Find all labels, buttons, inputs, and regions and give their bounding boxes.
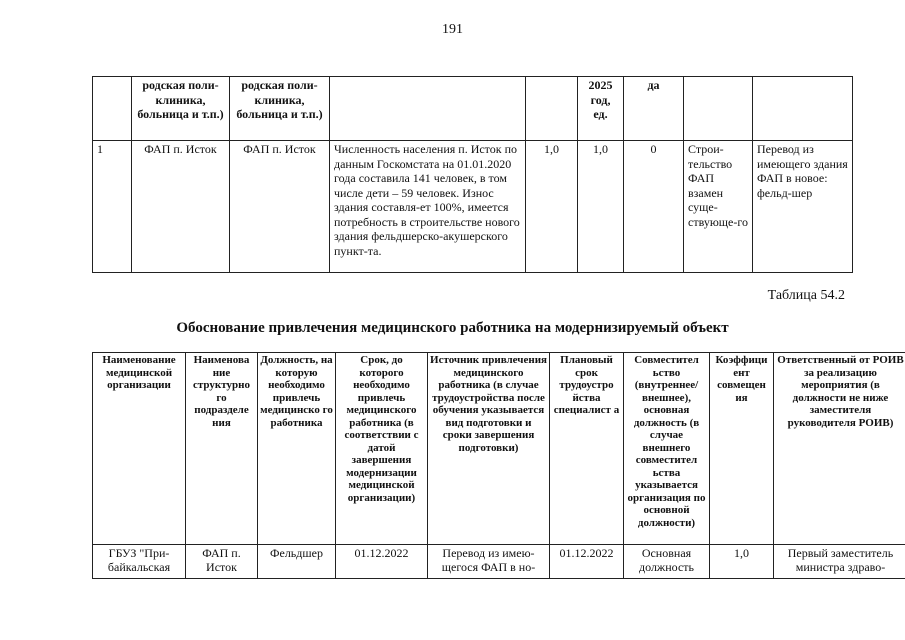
table-cell: родская поли-клиника, больница и т.п.) [230, 77, 330, 141]
table-cell: да [624, 77, 684, 141]
table-cell: Основная должность [624, 545, 710, 579]
page-number: 191 [442, 22, 463, 37]
table-header-row [93, 353, 905, 545]
section-title: Обоснование привлечения медицинского работника на модернизируемый объект [176, 320, 729, 336]
table-cell: Перевод из имею-щегося ФАП в но- [428, 545, 550, 579]
table-caption: Таблица 54.2 [767, 288, 845, 303]
table-cell: ФАП п. Исток [186, 545, 258, 579]
table-cell: 1,0 [526, 141, 578, 273]
table-row [93, 77, 853, 141]
table-cell: ГБУЗ "При-байкальская [93, 545, 186, 579]
table-cell: 01.12.2022 [336, 545, 428, 579]
table-row [93, 545, 905, 579]
table-row [93, 141, 853, 273]
column-header: Совместител ьство (внутреннее/ внешнее), основная должность (в случае внешнего совместител ьства указывается организация по основной должности) [624, 353, 710, 545]
table-cell: 1,0 [578, 141, 624, 273]
column-header: Наименование медицинской организации [93, 353, 186, 545]
table-cell: Строи-тельство ФАП взамен суще-ствующе-го [684, 141, 753, 273]
table-cell [753, 77, 853, 141]
table-cell [93, 77, 132, 141]
table-cell [684, 77, 753, 141]
table-cell: Численность населения п. Исток по данным Госкомстата на 01.01.2020 года составила 141 человек, в том числе дети – 59 человек. Износ здания составля-ет 100%, имеется потребность в строительстве нового здания фельдшерско-акушерского пункт-та. [330, 141, 526, 273]
table-cell [330, 77, 526, 141]
table-cell [526, 77, 578, 141]
table-cell: Перевод из имеющего здания ФАП в новое: фельд-шер [753, 141, 853, 273]
table-continuation [92, 76, 853, 273]
table-cell: 0 [624, 141, 684, 273]
column-header: Должность, на которую необходимо привлечь медицинско го работника [258, 353, 336, 545]
table-cell: родская поли-клиника, больница и т.п.) [132, 77, 230, 141]
column-header: Наименова ние структурно го подразделе ния [186, 353, 258, 545]
column-header: Срок, до которого необходимо привлечь медицинского работника (в соответствии с датой завершения модернизации медицинской организации) [336, 353, 428, 545]
table-cell: ФАП п. Исток [230, 141, 330, 273]
table-cell: 2025 год, ед. [578, 77, 624, 141]
column-header: Ответственный от РОИВ за реализацию мероприятия (в должности не ниже заместителя руководителя РОИВ) [774, 353, 905, 545]
table-cell: Фельдшер [258, 545, 336, 579]
column-header: Коэффици ент совмещен ия [710, 353, 774, 545]
table-cell: Первый заместитель министра здраво- [774, 545, 905, 579]
table-cell: 1 [93, 141, 132, 273]
column-header: Источник привлечения медицинского работника (в случае трудоустройства после обучения указывается вид подготовки и сроки завершения подготовки) [428, 353, 550, 545]
table-staffing [92, 352, 905, 579]
table-cell: 01.12.2022 [550, 545, 624, 579]
table-cell: ФАП п. Исток [132, 141, 230, 273]
table-cell: 1,0 [710, 545, 774, 579]
column-header: Плановый срок трудоустро йства специалист а [550, 353, 624, 545]
